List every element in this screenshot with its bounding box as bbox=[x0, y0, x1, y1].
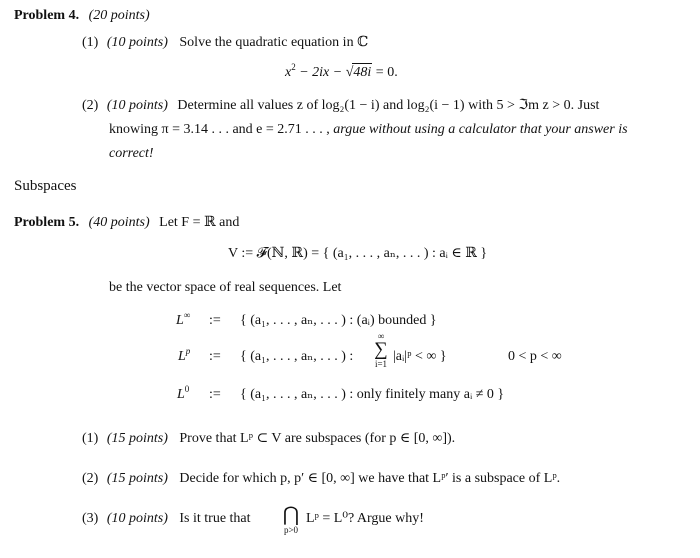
part-points: (10 points) bbox=[106, 35, 168, 50]
problem-5-points: (40 points) bbox=[88, 215, 150, 230]
problem-4-heading bbox=[14, 7, 150, 25]
problem-4-part-1 bbox=[82, 34, 368, 52]
part-text: Solve the quadratic equation in ℂ bbox=[179, 35, 369, 50]
part-number: (3) bbox=[82, 511, 99, 526]
section-title: Subspaces bbox=[14, 178, 77, 194]
problem-5-part-2 bbox=[82, 470, 560, 488]
l-p-rhs-end: |aᵢ|ᵖ < ∞ } bbox=[393, 349, 447, 364]
def-lhs: L bbox=[178, 349, 186, 364]
problem-5-title: Problem 5. bbox=[14, 215, 80, 230]
part-text: Decide for which p, p′ ∈ [0, ∞] we have that Lᵖ′ is a subspace of Lᵖ. bbox=[179, 471, 561, 486]
problem-5-intro: Let F = ℝ and bbox=[159, 215, 240, 230]
part-text-pre: Is it true that bbox=[179, 511, 251, 526]
l-p-rhs-start: { (a₁, . . . , aₙ, . . . ) : bbox=[240, 349, 354, 364]
part-number: (2) bbox=[82, 98, 99, 113]
l-p-condition: 0 < p < ∞ bbox=[508, 349, 562, 364]
equation-variable: x bbox=[285, 65, 292, 80]
part-number: (2) bbox=[82, 471, 99, 486]
part-text-line-1: Determine all values z of log₂(1 − i) and log₂(i − 1) with 5 > ℑm z > 0. Just bbox=[177, 98, 600, 113]
equation-middle: − 2ix − bbox=[295, 65, 346, 80]
part-points: (15 points) bbox=[106, 471, 168, 486]
problem-4-title: Problem 4. bbox=[14, 8, 80, 23]
sum-upper-limit: ∞ bbox=[377, 331, 385, 341]
sum-icon: ∑ bbox=[374, 339, 388, 360]
vector-space-definition: V := 𝓕(ℕ, ℝ) = { (a₁, . . . , aₙ, . . . ) : aᵢ ∈ ℝ } bbox=[228, 246, 488, 261]
sum-lower-limit: i=1 bbox=[374, 359, 388, 369]
problem-4-part-2-line-2 bbox=[109, 121, 628, 139]
problem-4-part-2-line-3: correct! bbox=[109, 146, 154, 161]
def-lhs: L bbox=[177, 387, 185, 402]
l-p-assign: := bbox=[209, 349, 221, 364]
intersection-icon: ⋂ bbox=[282, 504, 300, 526]
l-p-definition bbox=[178, 348, 190, 366]
l-infinity-definition bbox=[176, 312, 190, 330]
part-number: (1) bbox=[82, 431, 99, 446]
intersection-subscript: p>0 bbox=[283, 525, 299, 535]
vector-space-description: be the vector space of real sequences. Let bbox=[109, 280, 342, 295]
summation bbox=[373, 331, 389, 369]
problem-4-points: (20 points) bbox=[88, 8, 150, 23]
def-sup: ∞ bbox=[183, 310, 191, 320]
part-text-post: Lᵖ = L⁰? Argue why! bbox=[306, 511, 424, 526]
l-zero-definition bbox=[177, 386, 189, 404]
part-text-line-2a: knowing π = 3.14 . . . and e = 2.71 . . . , bbox=[109, 122, 334, 137]
equation-rhs: = 0. bbox=[372, 65, 398, 80]
problem-4-part-2 bbox=[82, 97, 599, 115]
problem-5-heading bbox=[14, 214, 239, 232]
part-text-line-2b: argue without using a calculator that your answer is bbox=[333, 122, 628, 137]
l-zero-rhs: { (a₁, . . . , aₙ, . . . ) : only finitely many aᵢ ≠ 0 } bbox=[240, 387, 505, 402]
part-points: (10 points) bbox=[106, 511, 168, 526]
part-number: (1) bbox=[82, 35, 99, 50]
quadratic-equation: $x^2 - 2ix - √48i = 0$. bbox=[285, 62, 398, 80]
def-sup: p bbox=[185, 346, 191, 356]
l-infinity-rhs: { (a₁, . . . , aₙ, . . . ) : (aᵢ) bounded } bbox=[240, 313, 437, 328]
problem-5-part-1 bbox=[82, 430, 455, 448]
part-points: (15 points) bbox=[106, 431, 168, 446]
def-lhs: L bbox=[176, 313, 184, 328]
intersection bbox=[276, 505, 306, 535]
part-text: Prove that Lᵖ ⊂ V are subspaces (for p ∈ [0, ∞]). bbox=[179, 431, 456, 446]
sqrt-symbol: √ bbox=[345, 65, 354, 80]
sqrt-radicand: 48i bbox=[353, 65, 372, 80]
part-points: (10 points) bbox=[106, 98, 168, 113]
l-infinity-assign: := bbox=[209, 313, 221, 328]
def-sup: 0 bbox=[184, 384, 190, 394]
l-zero-assign: := bbox=[209, 387, 221, 402]
problem-5-part-3 bbox=[82, 510, 251, 528]
